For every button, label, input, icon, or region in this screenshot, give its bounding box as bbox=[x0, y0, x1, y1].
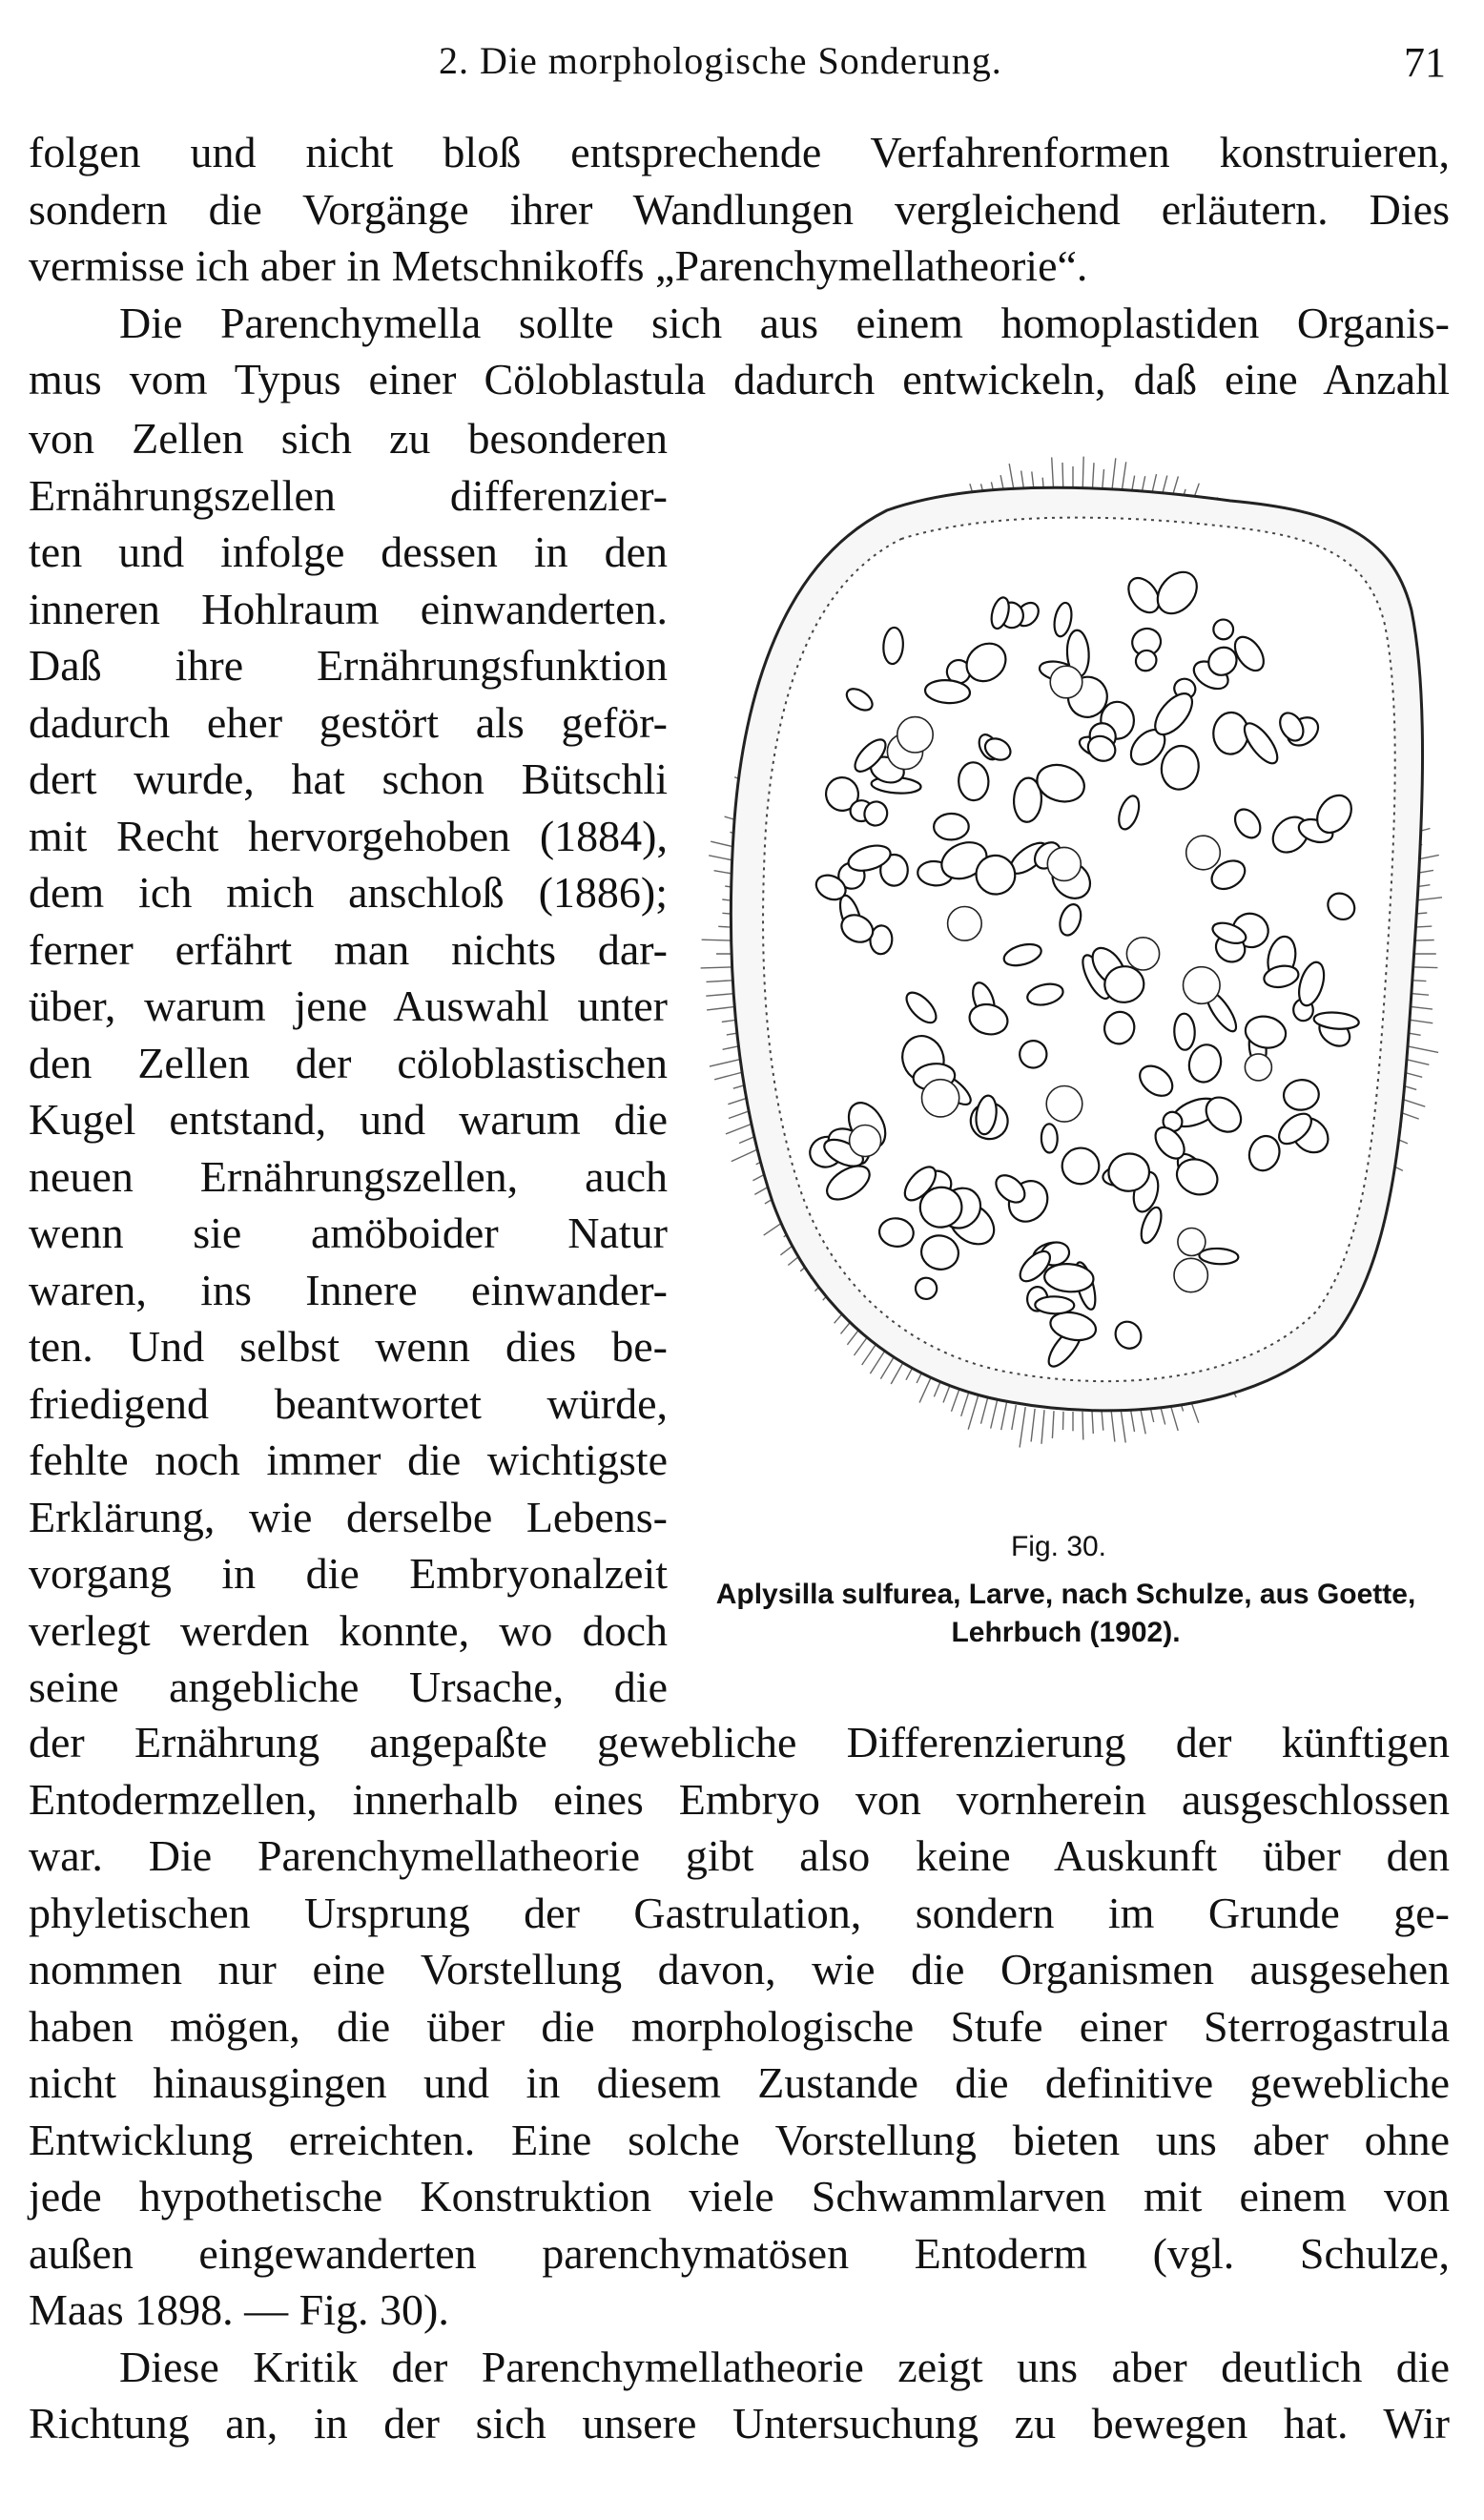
text-line: waren, ins Innere einwander- bbox=[29, 1265, 668, 1314]
text-line: folgen und nicht bloß entsprechende Verfahrenformen konstruieren, bbox=[29, 128, 1450, 176]
text-line: Maas 1898. — Fig. 30). bbox=[29, 2285, 449, 2334]
paragraph-bottom bbox=[29, 1714, 1450, 2452]
text-line: Erklärung, wie derselbe Lebens- bbox=[29, 1492, 668, 1541]
text-line: dem ich mich anschloß (1886); bbox=[29, 868, 668, 917]
text-line: Entodermzellen, innerhalb eines Embryo von vornherein ausgeschlossen bbox=[29, 1774, 1450, 1824]
figure-label: Fig. 30. bbox=[1010, 1531, 1107, 1562]
granular-cell bbox=[1178, 1229, 1206, 1256]
cell-shape bbox=[1035, 1296, 1074, 1314]
paragraph-top bbox=[29, 124, 1450, 408]
figure-caption: Aplysilla sulfurea, Larve, nach Schulze, aus Goette, Lehrbuch (1902). bbox=[715, 1579, 1416, 1648]
text-line: von Zellen sich zu besonderen bbox=[29, 414, 668, 463]
text-line: Daß ihre Ernährungsfunktion bbox=[29, 641, 668, 690]
cilia-stroke bbox=[1020, 1407, 1025, 1447]
text-line: friedigend beantwortet würde, bbox=[29, 1378, 668, 1428]
text-line: dert wurde, hat schon Bütschli bbox=[29, 754, 668, 803]
text-line: nommen nur eine Vorstellung davon, wie die Organismen ausgesehen bbox=[29, 1945, 1450, 1993]
text-line: neuen Ernährungszellen, auch bbox=[29, 1151, 668, 1201]
text-line: mit Recht hervorgehoben (1884), bbox=[29, 811, 668, 860]
granular-cell bbox=[897, 717, 933, 753]
text-line: nicht hinausgingen und in diesem Zustande die definitive gewebliche bbox=[29, 2058, 1450, 2107]
text-line: verlegt werden konnte, wo doch bbox=[29, 1605, 668, 1655]
text-line: phyletischen Ursprung der Gastrulation, sondern im Grunde ge- bbox=[29, 1888, 1450, 1937]
text-line: den Zellen der cöloblastischen bbox=[29, 1038, 668, 1087]
text-line: über, warum jene Auswahl unter bbox=[29, 981, 668, 1030]
granular-cell bbox=[948, 907, 982, 941]
cilia-stroke bbox=[1063, 1412, 1064, 1430]
larva-drawing bbox=[668, 420, 1450, 1517]
text-line: vermisse ich aber in Metschnikoffs „Parenchymellatheorie“. bbox=[29, 241, 1088, 290]
text-line: jede hypothetische Konstruktion viele Schwammlarven mit einem von bbox=[29, 2172, 1450, 2220]
cell-shape bbox=[958, 762, 990, 801]
text-line: außen eingewanderten parenchymatösen Entoderm (vgl. Schulze, bbox=[29, 2228, 1450, 2278]
cell-shape bbox=[934, 814, 969, 840]
cilia-stroke bbox=[1031, 1409, 1035, 1442]
figure-30-illustration bbox=[668, 420, 1450, 1517]
running-title: 2. Die morphologische Sonderung. bbox=[439, 39, 1002, 82]
granular-cell bbox=[1126, 938, 1159, 970]
granular-cell bbox=[1050, 666, 1082, 698]
text-line: Diese Kritik der Parenchymellatheorie zeigt uns aber deutlich die bbox=[119, 2342, 1450, 2391]
cilia-stroke bbox=[1111, 1409, 1115, 1442]
running-head bbox=[0, 38, 1484, 95]
page-number: 71 bbox=[1404, 39, 1446, 86]
text-line: Kugel entstand, und warum die bbox=[29, 1095, 668, 1144]
text-line: Richtung an, in der sich unsere Untersuchung zu bewegen hat. Wir bbox=[29, 2399, 1450, 2448]
text-line: seine angebliche Ursache, die bbox=[29, 1663, 668, 1711]
cilia-stroke bbox=[1092, 1411, 1093, 1434]
text-line: ten. Und selbst wenn dies be- bbox=[29, 1322, 668, 1371]
cilia-stroke bbox=[1102, 1410, 1103, 1431]
granular-cell bbox=[1047, 847, 1081, 880]
cilia-stroke bbox=[1121, 1407, 1125, 1442]
text-line: ten und infolge dessen in den bbox=[29, 527, 668, 576]
cilia-stroke bbox=[1012, 1405, 1017, 1430]
cilia-stroke bbox=[981, 1396, 989, 1424]
text-line: sondern die Vorgänge ihrer Wandlungen vergleichend erläutern. Dies bbox=[29, 184, 1450, 234]
text-line: vorgang in die Embryonalzeit bbox=[29, 1549, 668, 1598]
cilia-stroke bbox=[991, 1400, 998, 1429]
cell-shape bbox=[1174, 1013, 1196, 1050]
granular-cell bbox=[1184, 967, 1221, 1004]
granular-cell bbox=[1046, 1086, 1082, 1123]
cilia-stroke bbox=[968, 1394, 979, 1430]
granular-cell bbox=[1186, 836, 1221, 870]
text-line: Ernährungszellen differenzier- bbox=[29, 470, 668, 520]
cell-shape bbox=[1212, 712, 1249, 754]
cilia-stroke bbox=[1041, 1410, 1044, 1444]
granular-cell bbox=[1245, 1054, 1271, 1081]
granular-cell bbox=[850, 1126, 881, 1157]
text-line: inneren Hohlraum einwanderten. bbox=[29, 584, 668, 633]
text-line: dadurch eher gestört als geför- bbox=[29, 697, 668, 747]
cilia-stroke bbox=[1001, 1402, 1007, 1430]
text-line: Die Parenchymella sollte sich aus einem homoplastiden Organis- bbox=[119, 298, 1450, 347]
text-line: wenn sie amöboider Natur bbox=[29, 1208, 668, 1257]
cell-shape bbox=[1041, 1124, 1058, 1152]
text-line: ferner erfährt man nichts dar- bbox=[29, 924, 668, 974]
text-line: war. Die Parenchymellatheorie gibt also keine Auskunft über den bbox=[29, 1831, 1450, 1880]
granular-cell bbox=[922, 1080, 959, 1117]
granular-cell bbox=[1174, 1258, 1207, 1291]
text-line: haben mögen, die über die morphologische Stufe einer Sterrogastrula bbox=[29, 2001, 1450, 2051]
text-line: der Ernährung angepaßte gewebliche Differenzierung der künftigen bbox=[29, 1718, 1450, 1766]
text-line: Entwicklung erreichten. Eine solche Vorstellung bieten uns aber ohne bbox=[29, 2115, 1450, 2164]
text-line: mus vom Typus einer Cöloblastula dadurch entwickeln, daß eine Anzahl bbox=[29, 355, 1450, 403]
cilia-stroke bbox=[1082, 1412, 1083, 1440]
text-line: fehlte noch immer die wichtigste bbox=[29, 1436, 668, 1484]
cilia-stroke bbox=[1052, 1411, 1054, 1438]
